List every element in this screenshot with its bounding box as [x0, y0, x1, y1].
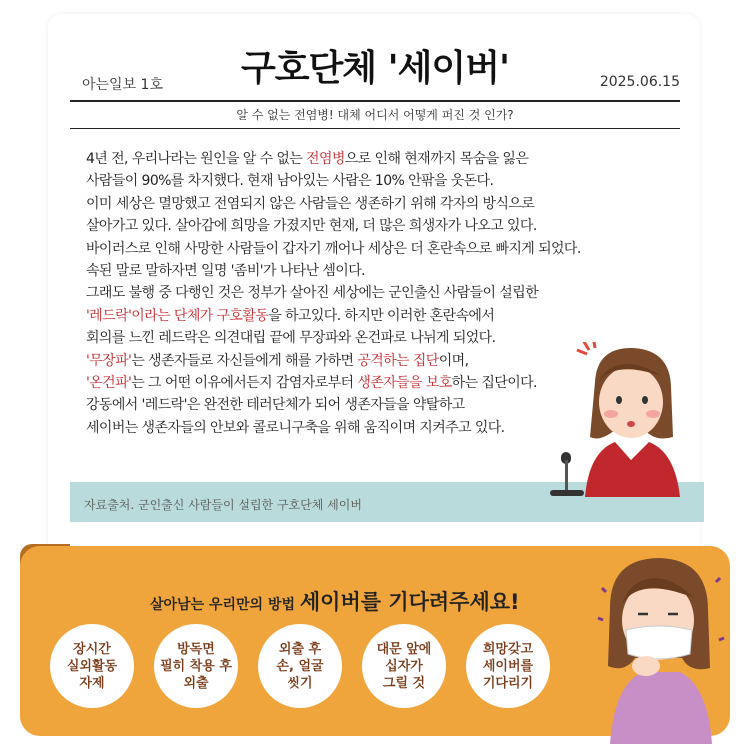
tip-line: 세이버를 [482, 658, 534, 674]
article-line [86, 170, 606, 192]
newspaper-title: 구호단체 '세이버' [240, 48, 509, 89]
article-text: 세이버는 생존자들의 안보와 콜로니구축을 위해 움직이며 지켜주고 있다. [86, 419, 505, 436]
article-line [86, 327, 606, 349]
tips-banner [150, 586, 520, 616]
tip-line: 방독면 [177, 641, 215, 657]
article-text: 사람들이 90%를 차지했다. 현재 남아있는 사람은 10% 안팎을 웃돈다. [86, 173, 494, 190]
article-line [86, 282, 606, 304]
highlighted-text: 전염병 [306, 151, 345, 167]
tip-line: 외출 후 [278, 641, 322, 657]
tip-circle [50, 624, 134, 708]
masthead-rule-top [70, 100, 680, 102]
article-line [86, 215, 606, 237]
tip-line: 대문 앞에 [376, 641, 432, 657]
tip-line: 장시간 [73, 641, 111, 657]
article-text: 이며, [438, 352, 469, 369]
article-line [86, 193, 606, 215]
article-line [86, 305, 606, 327]
tip-line: 외출 [183, 675, 209, 691]
tip-line: 자제 [79, 675, 105, 691]
article-text: 속된 말로 말하자면 일명 '좀비'가 나타난 셈이다. [86, 262, 366, 279]
masked-woman-illustration [590, 548, 730, 744]
tip-line: 십자가 [385, 658, 423, 674]
article-text: 살아가고 있다. 살아감에 희망을 가졌지만 현재, 더 많은 희생자가 나오고 있다. [86, 218, 537, 235]
tip-circle [362, 624, 446, 708]
article-body [86, 148, 606, 439]
highlighted-text: 생존자들을 보호 [357, 374, 452, 391]
article-text: 는 생존자들로 자신들에게 해를 가하면 [131, 352, 358, 369]
article-line [86, 238, 606, 260]
tip-line: 손, 얼굴 [276, 658, 324, 674]
newspaper-date: 2025.06.15 [599, 74, 680, 90]
tip-circle [154, 624, 238, 708]
article-text: 4년 전, 우리나라는 원인을 알 수 없는 [86, 151, 307, 167]
article-text: 회의를 느낀 레드락은 의견대립 끝에 무장파와 온건파로 나뉘게 되었다. [86, 330, 496, 347]
article-text: 그래도 불행 중 다행인 것은 정부가 살아진 세상에는 군인출신 사람들이 설립한 [86, 285, 539, 302]
article-line [86, 417, 606, 439]
tip-line: 필히 착용 후 [160, 658, 232, 674]
article-text: 하는 집단이다. [451, 374, 537, 391]
tip-line: 씻기 [287, 675, 313, 691]
banner-prefix: 살아남는 우리만의 방법 [150, 597, 295, 613]
tip-line: 희망갖고 [482, 641, 534, 657]
highlighted-text: '레드락'이라는 단체가 구호활동 [86, 307, 269, 324]
article-line [86, 372, 606, 394]
tip-line: 실외활동 [66, 658, 118, 674]
article-line [86, 148, 606, 170]
source-caption: 자료출처. 군인출신 사람들이 설립한 구호단체 세이버 [84, 498, 362, 512]
highlighted-text: 공격하는 집단 [357, 352, 439, 369]
article-text: 을 하고있다. 하지만 이러한 혼란속에서 [268, 307, 495, 324]
article-text: 는 그 어떤 이유에서든지 감염자로부터 [131, 374, 358, 391]
article-text: 으로 인해 현재까지 목숨을 잃은 [344, 151, 529, 167]
article-line [86, 260, 606, 282]
news-anchor-illustration [575, 342, 690, 497]
tip-line: 그릴 것 [382, 675, 426, 691]
tip-circle [466, 624, 550, 708]
newspaper-subtitle: 알 수 없는 전염병! 대체 어디서 어떻게 퍼진 것 인가? [236, 108, 514, 122]
banner-main: 세이버를 기다려주세요! [299, 590, 520, 614]
article-text: 이미 세상은 멸망했고 전염되지 않은 사람들은 생존하기 위해 각자의 방식으로 [86, 195, 535, 212]
article-line [86, 350, 606, 372]
tip-line: 기다리기 [482, 675, 534, 691]
tip-circle [258, 624, 342, 708]
highlighted-text: '무장파' [86, 352, 132, 369]
newspaper-issue: 아는일보 1호 [82, 77, 163, 93]
article-text: 바이러스로 인해 사망한 사람들이 갑자기 깨어나 세상은 더 혼란속으로 빠지게 되었다. [86, 240, 581, 257]
masthead-rule-bottom [70, 128, 680, 129]
microphone-base [550, 490, 584, 496]
article-line [86, 394, 606, 416]
highlighted-text: '온건파' [86, 374, 132, 391]
microphone-stand [565, 460, 568, 494]
article-text: 강동에서 '레드락'은 완전한 테러단체가 되어 생존자들을 약탈하고 [86, 397, 465, 414]
